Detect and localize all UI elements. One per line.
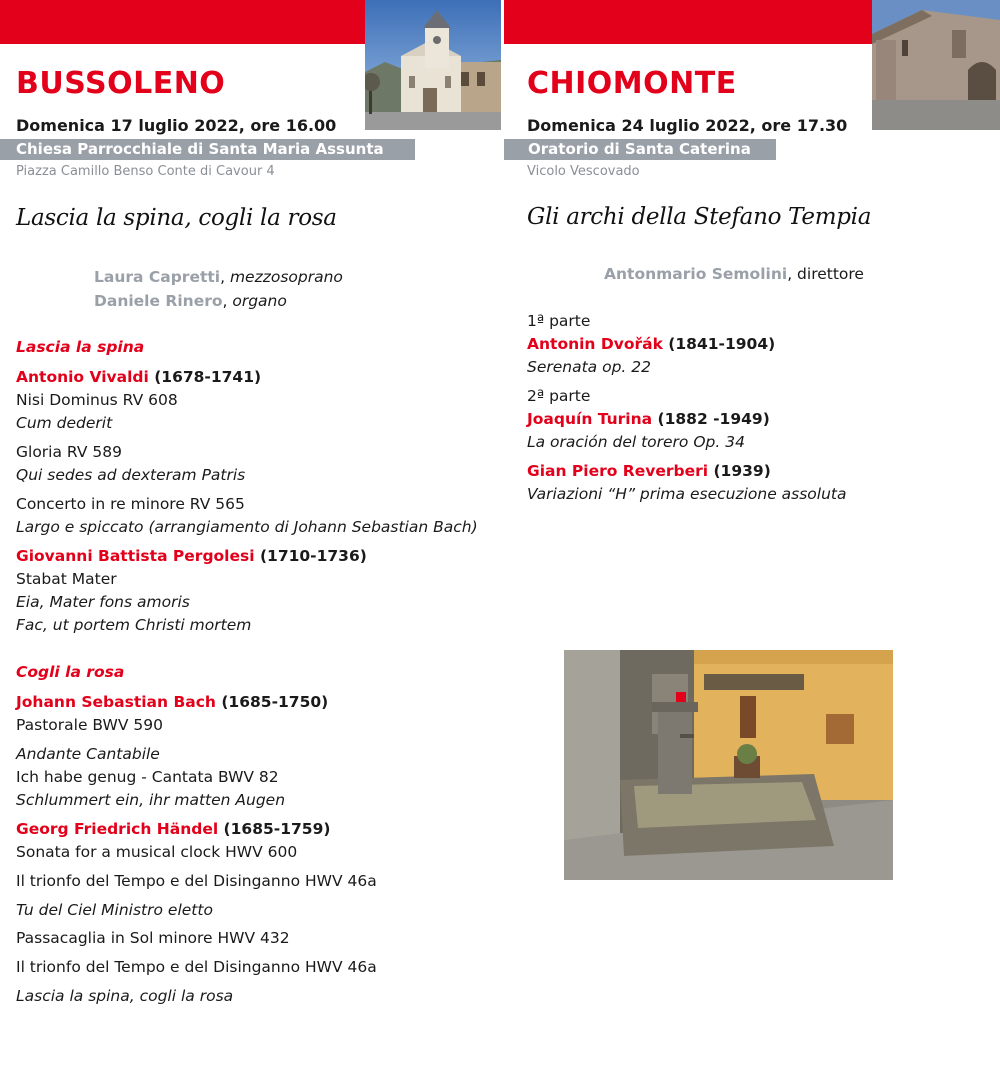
work-title: Stabat Mater [16,570,117,588]
left-venue-band: Chiesa Parrocchiale di Santa Maria Assunta [0,139,415,160]
separator: , [787,265,798,283]
work-title: Il trionfo del Tempo e del Disinganno HWV 46a [16,958,377,976]
composer-dates: (1841-1904) [662,335,776,353]
work-movement: La oración del torero Op. 34 [527,433,745,451]
work-title: Sonata for a musical clock HWV 600 [16,843,298,861]
right-date: Domenica 24 luglio 2022, ore 17.30 [527,116,848,135]
work-movement: Eia, Mater fons amoris [16,593,190,611]
composer-dates: (1939) [708,462,771,480]
composer-name: Giovanni Battista Pergolesi [16,547,255,565]
part-heading: 2ª parte [527,387,591,405]
part-heading: 1ª parte [527,312,591,330]
church-chiomonte-photo [872,0,1000,130]
work-movement: Fac, ut portem Christi mortem [16,616,252,634]
performer-line [94,292,287,310]
composer-name: Antonin Dvořák [527,335,663,353]
performer-name: Laura Capretti [94,268,221,286]
work-title: Ich habe genug - Cantata BWV 82 [16,768,279,786]
work-movement: Cum dederit [16,414,113,432]
composer-name: Georg Friedrich Händel [16,820,219,838]
right-header-bar [504,0,872,44]
work-movement: Tu del Ciel Ministro eletto [16,901,213,919]
composer-name: Joaquín Turina [527,410,653,428]
conductor-name: Antonmario Semolini [604,265,788,283]
left-concert-title: Lascia la spina, cogli la rosa [16,205,337,231]
composer-line [16,547,367,565]
performer-role: organo [232,292,287,310]
separator: , [220,268,230,286]
work-movement: Largo e spiccato (arrangiamento di Johann Sebastian Bach) [16,518,478,536]
composer-dates: (1882 -1949) [652,410,770,428]
work-movement: Andante Cantabile [16,745,160,763]
conductor-line [604,265,864,283]
left-header-bar [0,0,365,44]
composer-line [527,335,775,353]
church-bussoleno-photo [365,0,501,130]
left-date: Domenica 17 luglio 2022, ore 16.00 [16,116,337,135]
composer-line [16,693,328,711]
performer-role: mezzosoprano [229,268,343,286]
work-movement: Lascia la spina, cogli la rosa [16,987,234,1005]
work-movement: Variazioni “H” prima esecuzione assoluta [527,485,847,503]
composer-dates: (1678-1741) [148,368,262,386]
work-title: Concerto in re minore RV 565 [16,495,245,513]
work-movement: Schlummert ein, ihr matten Augen [16,791,286,809]
work-title: Il trionfo del Tempo e del Disinganno HWV 46a [16,872,377,890]
right-address: Vicolo Vescovado [527,164,640,179]
composer-line [527,410,770,428]
performer-line [94,268,343,286]
composer-line [527,462,771,480]
work-title: Gloria RV 589 [16,443,122,461]
right-town-name: CHIOMONTE [527,66,737,101]
section-heading: Lascia la spina [16,338,145,356]
composer-name: Antonio Vivaldi [16,368,149,386]
composer-dates: (1685-1750) [215,693,329,711]
work-title: Pastorale BWV 590 [16,716,163,734]
left-town-name: BUSSOLENO [16,66,226,101]
composer-name: Gian Piero Reverberi [527,462,709,480]
composer-name: Johann Sebastian Bach [16,693,216,711]
work-title: Passacaglia in Sol minore HWV 432 [16,929,290,947]
right-venue-band: Oratorio di Santa Caterina [504,139,776,160]
fountain-photo [564,650,893,880]
work-movement: Qui sedes ad dexteram Patris [16,466,246,484]
performer-name: Daniele Rinero [94,292,223,310]
conductor-role: direttore [797,265,864,283]
section-heading: Cogli la rosa [16,663,125,681]
right-concert-title: Gli archi della Stefano Tempia [527,204,872,230]
work-title: Nisi Dominus RV 608 [16,391,178,409]
left-address: Piazza Camillo Benso Conte di Cavour 4 [16,164,275,179]
separator: , [222,292,233,310]
composer-line [16,820,330,838]
work-movement: Serenata op. 22 [527,358,652,376]
composer-dates: (1685-1759) [218,820,331,838]
composer-line [16,368,261,386]
composer-dates: (1710-1736) [254,547,367,565]
